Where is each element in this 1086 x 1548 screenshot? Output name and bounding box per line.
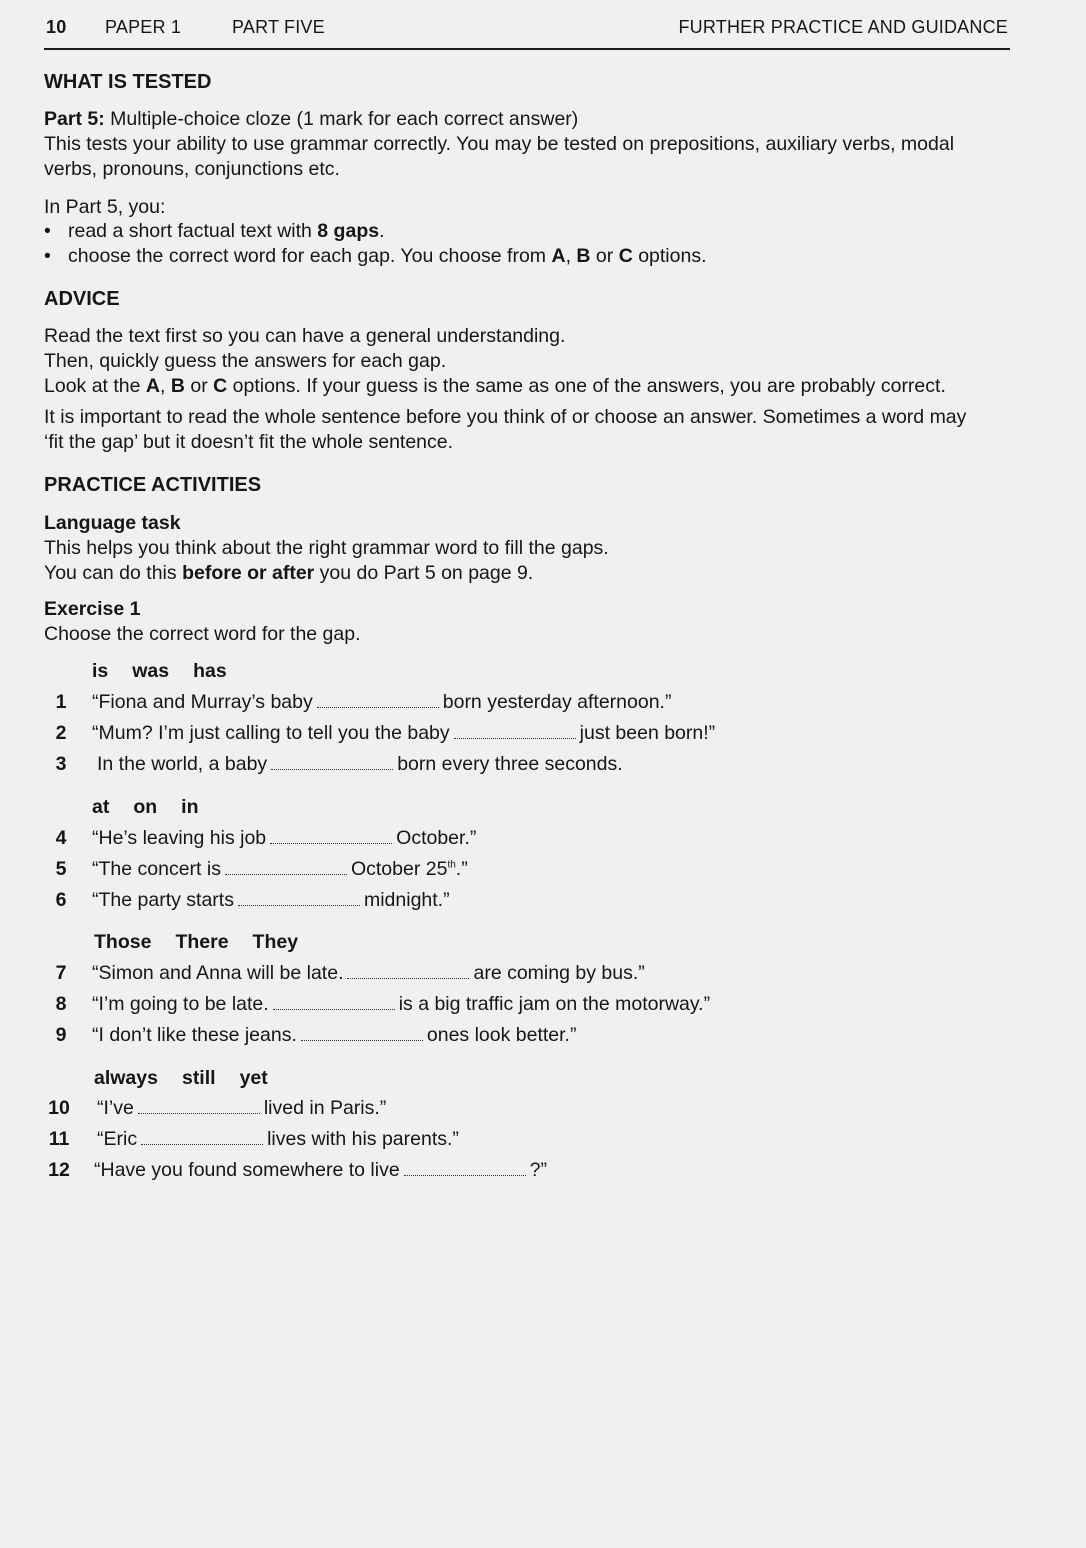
option-words: at on in <box>92 796 199 818</box>
section-title: FURTHER PRACTICE AND GUIDANCE <box>678 17 1008 37</box>
advice-line-4: It is important to read the whole sentence before you think of or choose an answer. Sometimes a word may <box>44 406 967 428</box>
option-words: Those There They <box>94 931 299 953</box>
practice-heading: PRACTICE ACTIVITIES <box>44 474 262 496</box>
page-number: 10 <box>46 17 67 37</box>
answer-gap[interactable] <box>454 724 576 739</box>
answer-gap[interactable] <box>138 1099 260 1114</box>
answer-gap[interactable] <box>404 1161 526 1176</box>
answer-gap[interactable] <box>273 995 395 1010</box>
advice-line-2: Then, quickly guess the answers for each gap. <box>44 350 447 372</box>
what-is-tested-heading: WHAT IS TESTED <box>44 71 212 93</box>
answer-gap[interactable] <box>347 964 469 979</box>
exercise-instruction: Choose the correct word for the gap. <box>44 623 361 645</box>
answer-gap[interactable] <box>270 829 392 844</box>
advice-line-3: Look at the A, B or C options. If your guess is the same as one of the answers, you are probably correct. <box>44 375 946 397</box>
paper-label: PAPER 1 <box>105 17 182 37</box>
answer-gap[interactable] <box>141 1130 263 1145</box>
part5-intro: In Part 5, you: <box>44 196 166 218</box>
tested-line-2: verbs, pronouns, conjunctions etc. <box>44 158 340 180</box>
advice-line-5: ‘fit the gap’ but it doesn’t fit the whole sentence. <box>44 431 454 453</box>
option-words: always still yet <box>94 1067 268 1089</box>
language-task-line-2: You can do this before or after you do Part 5 on page 9. <box>44 562 534 584</box>
advice-line-1: Read the text first so you can have a general understanding. <box>44 325 566 347</box>
tested-line-1: This tests your ability to use grammar correctly. You may be tested on prepositions, auxiliary verbs, modal <box>44 133 955 155</box>
part-description: Part 5: Multiple-choice cloze (1 mark for each correct answer) <box>44 108 579 130</box>
advice-heading: ADVICE <box>44 288 120 310</box>
language-task-line-1: This helps you think about the right grammar word to fill the gaps. <box>44 537 609 559</box>
answer-gap[interactable] <box>225 860 347 875</box>
option-words: is was has <box>92 660 227 682</box>
part-label: PART FIVE <box>232 17 325 37</box>
answer-gap[interactable] <box>301 1026 423 1041</box>
answer-gap[interactable] <box>238 891 360 906</box>
answer-gap[interactable] <box>271 755 393 770</box>
language-task-title: Language task <box>44 512 181 534</box>
page-header <box>44 14 1010 50</box>
exercise-title: Exercise 1 <box>44 598 141 620</box>
answer-gap[interactable] <box>317 693 439 708</box>
